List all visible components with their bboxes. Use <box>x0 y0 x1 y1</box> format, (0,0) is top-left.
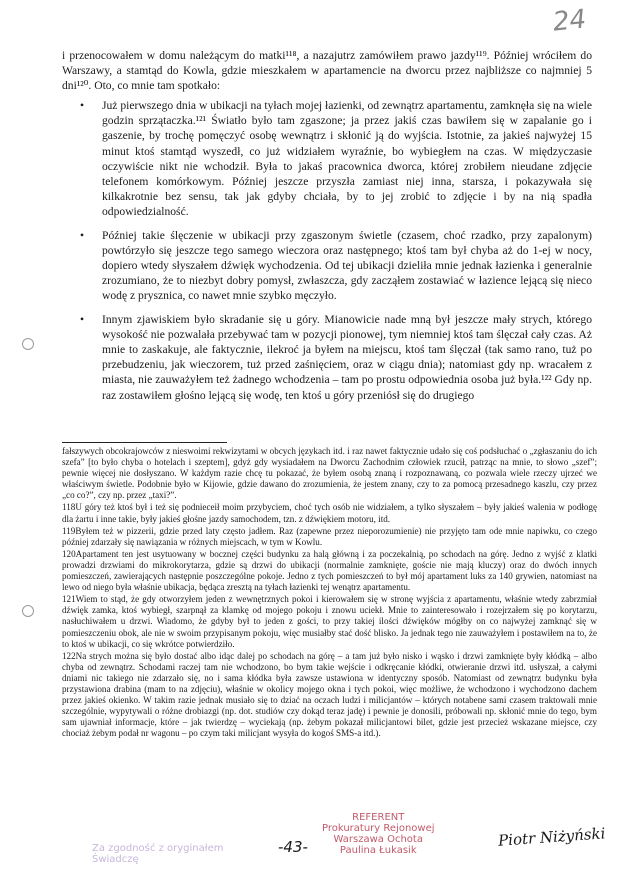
bullet-item <box>62 312 592 403</box>
bullet-text: Innym zjawiskiem było skradanie się u góry. Mianowicie nade mną był jeszcze mały strych, którego wysokość nie pozwalała przebywać tam w pozycji pionowej, tym niemniej ktoś tam ślęczał cały czas. Aż mnie to zaskakuje, ale faktycznie, ilekroć ja byłem na miejscu, ktoś tam ślęczał (tak samo rano, tuż po przebudzeniu, jak wieczorem, tuż przed zaśnięciem, oraz w ciągu dnia); natomiast gdy np. wracałem z miasta, nie zauważyłem też żadnego wchodzenia – tam po prostu odpowiednia osoba już była.¹²² Gdy np. raz zostawiłem głośno lejącą się wodę, ten ktoś u góry przeniósł się do drugiego <box>102 312 592 402</box>
bullet-dot: • <box>80 312 85 326</box>
footnote-number: 118 <box>62 502 76 513</box>
footnote <box>62 594 597 649</box>
footnote-text: Apartament ten jest usytuowany w bocznej części budynku za halą główną i za poczekalnią, po schodach na górę. Jedno z wyjść z klatki prowadzi drzwiami do mikrokorytarza, gdzie są drzwi do ubikacji (normalnie zamknięte, goście nie mają kluczy) oraz do dwóch innych pomieszczeń, zawierających następnie poszczególne pokoje. Jedno z tych pomieszczeń to był mój apartament luks za 140 grywien, natomiast na lewo od niego była właśnie ubikacja, będąca zresztą na tyłach łazienki tej wenątrz apartamentu. <box>62 548 597 593</box>
footnote <box>62 549 597 593</box>
official-stamp <box>322 812 435 856</box>
bullet-text: Już pierwszego dnia w ubikacji na tyłach mojej łazienki, od zewnątrz apartamentu, zamknęła się na wiele godzin sprzątaczka.¹²¹ Światło było tam zgaszone; ja przez jakiś czas bawiłem się w zapalanie go i gaszenie, by trochę pomęczyć osobę wewnątrz i skłonić ją do wyjścia. Istotnie, za jakieś najwyżej 15 minut ktoś stamtąd wyszedł, co już widziałem wyraźnie, bo wybiegłem na czas. W międzyczasie oczywiście nikt nie wchodził. Była to jakaś pracownica dworca, której zrobiłem nieudane zdjęcie telefonem komórkowym. Później jeszcze przyszła zamiast niej inna, starsza, i pokazywała się kilkakrotnie bez sensu, tak jak gdyby chciała, by to jej zrobić to zdjęcie i by na nią spadła odpowiedzialność. <box>102 99 592 219</box>
handwritten-page-number: 24 <box>551 4 588 38</box>
footnote <box>62 526 597 548</box>
punch-hole <box>22 605 34 617</box>
footnote-number: 119 <box>62 525 76 536</box>
stamp-line: Warszawa Ochota <box>333 834 423 845</box>
stamp-line: REFERENT <box>352 812 405 823</box>
footnote-continuation: fałszywych obcokrajowców z nieswoimi rekwizytami w obcych językach itd. i raz nawet faktycznie udało się coś podsłuchać o „zgłaszaniu do ich szefa” [to było chyba o hotelach i szeptem], gdyż gdy wysiadałem na Dworcu Zachodnim człowiek rzucił, patrząc na mnie, to słowo „szef”; pewnie więcej nie dosłyszano. W każdym razie chcę tu pokazać, że byłem osobą znaną i rozpoznawaną, co pozwala wiele rzeczy ujrzeć we właściwym świetle. Podobnie było w Kijowie, gdzie dawano do zrozumienia, że jestem znany, czy to za pomocą przesadnego kaszlu, czy przez „co co?”, czy np. przez „taxi?”. <box>62 446 597 501</box>
footnotes <box>62 446 597 740</box>
bullet-dot: • <box>80 99 85 112</box>
bullet-list <box>62 98 592 411</box>
signature: Piotr Niżyński <box>497 824 606 850</box>
footnote-text: Na strych można się było dostać albo idąc dalej po schodach na górę – a tam już było nisko i wąsko i drzwi zamknięte były kłódką – albo chyba od zewnątrz. Schodami raczej tam nie wchodzono, bo bym takie wejście i odkręcanie kłódki, otwieranie drzwi itd. usłyszał, a całymi dniami nic takiego nie zdarzało się, no i sama kłódka była zawsze ustawiona w identyczny sposób. Natomiast od zewnątrz budynku była przystawiona drabina (mam to na zdjęciu), właśnie w okolicy mojego okna i tych pokoi, więc możliwe, że wchodzono i wychodzono dachem przez jakieś okienko. W takim razie jednak musiało się to dziać na oczach ludzi i milicjantów – których notabene sami czasem traktowali mnie szczególnie, wypytywali o różne drobiazgi (np. dot. studiów czy dokąd teraz jadę) i pewnie je donosili, próbowali np. skłonić mnie do tego, bym sam ujawniał informacje, które – jak twierdzę – wyciekają (np. żebym pokazał milicjantowi bilet, gdzie jest przecież wskazane miejsce, czy chociaż żebym podał nr wagonu – po czym taki milicjant wysyła do kogoś SMS-a itd.). <box>62 650 597 739</box>
faint-stamp <box>92 843 223 865</box>
footnote-number: 122 <box>62 650 76 661</box>
footnote-number: 120 <box>62 548 76 559</box>
stamp-line: Prokuratury Rejonowej <box>322 823 435 834</box>
page-number: -43- <box>278 838 308 856</box>
footnote-separator <box>62 442 227 443</box>
footnote-text: Byłem też w pizzerii, gdzie przed laty często jadłem. Raz (zapewne przez nieporozumienie) nie przyjęto tam ode mnie napiwku, co czego później zdarzały się nawiązania w różnych miejscach, w tym w Kowlu. <box>62 525 597 547</box>
punch-hole <box>22 338 34 350</box>
bullet-item <box>62 98 592 220</box>
stamp-line: Za zgodność z oryginałem <box>92 843 224 854</box>
bullet-dot: • <box>80 228 85 242</box>
bullet-item <box>62 228 592 304</box>
footnote-number: 121 <box>62 594 76 605</box>
bullet-text: Później takie ślęczenie w ubikacji przy zgaszonym świetle (czasem, choć rzadko, przy zapalonym) powtórzyło się jeszcze tego samego wieczora oraz następnego; ktoś tam był chyba aż do 1-ej w nocy, dopiero wtedy słyszałem dźwięk wychodzenia. Od tej ubikacji dzieliła mnie jednak łazienka i generalnie zrozumiano, że to niezbyt dobry pomysł, zwłaszcza, gdy zacząłem zostawiać w łazience lejącą się nieco wodę z prysznica, co nawet mnie szybko męczyło. <box>102 228 592 303</box>
footnote-text: Wiem to stąd, że gdy otworzyłem jeden z wewnętrznych pokoi i kierowałem się w stronę wyjścia z apartamentu, właśnie wtedy zabrzmiał dźwięk zamka, ktoś wybiegł, szarpnął za klamkę od mojego pokoju i znowu uciekł. Mnie to zainteresowało i rozejrzałem się po korytarzu, nasłuchiwałem u drzwi. Wiadomo, że gdyby był to jeden z gości, to przy takiej ilości dźwięków mógłby on co najwyżej zamknąć się w pomieszczeniu obok, ale nie w swoim przypisanym pokoju, więc musiałby stać dość blisko. Ja jednak tego nie zauważyłem i postawiłem na to, że to ktoś w ubikacji, co się wkrótce potwierdziło. <box>62 594 597 649</box>
footnote <box>62 502 597 524</box>
footnote-text: U góry też ktoś był i też się podnieceił moim przybyciem, choć tych osób nie widziałem, a tylko słyszałem – były jakieś walenia w podłogę dla żartu i inne takie, były jakieś głośne jazdy samochodem, tzn. z dźwiękiem motoru, itd. <box>62 502 597 524</box>
intro-paragraph: i przenocowałem w domu należącym do matki¹¹⁸, a nazajutrz zamówiłem prawo jazdy¹¹⁹. Później wróciłem do Warszawy, a stamtąd do Kowla, gdzie mieszkałem w apartamencie na dworcu przez najbliższe co najmniej 5 dni¹²⁰. Oto, co mnie tam spotkało: <box>62 49 592 93</box>
stamp-line: Świadczę <box>92 854 139 865</box>
stamp-line: Paulina Łukasik <box>339 845 417 856</box>
footnote <box>62 651 597 740</box>
